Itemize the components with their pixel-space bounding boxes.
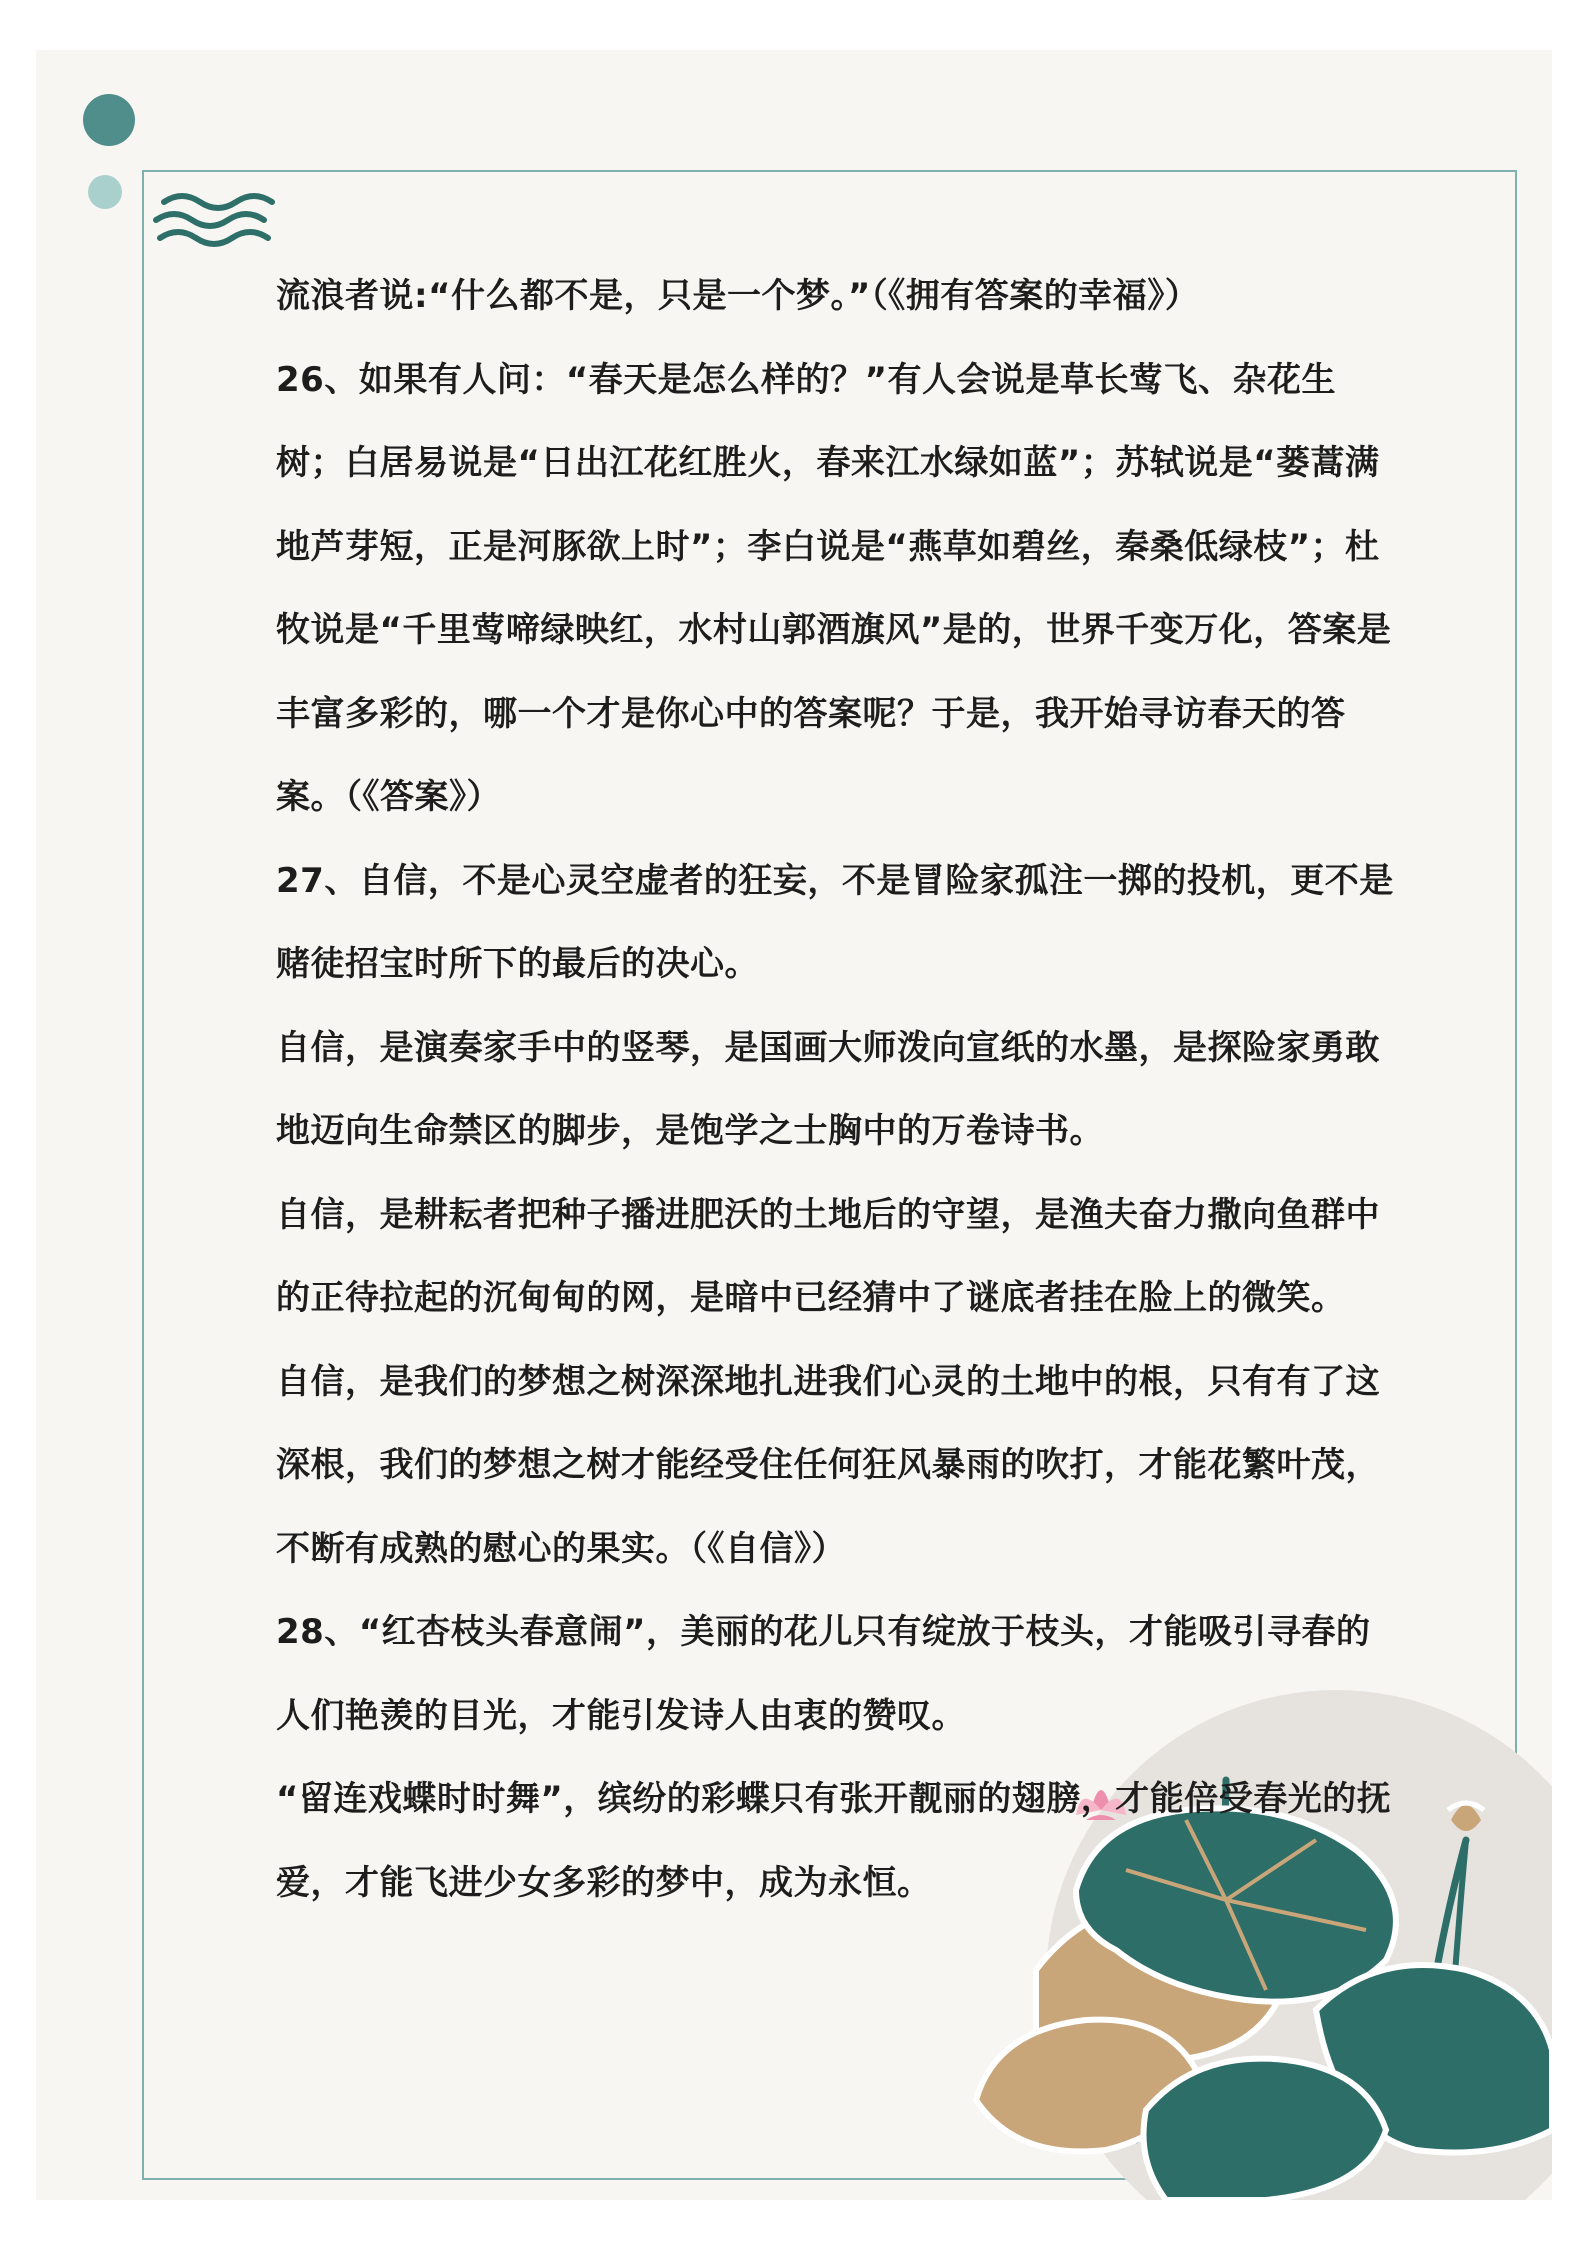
paragraph-27-c: 自信，是耕耘者把种子播进肥沃的土地后的守望，是渔夫奋力撒向鱼群中的正待拉起的沉甸甸的网，是暗中已经猜中了谜底者挂在脸上的微笑。 <box>276 1194 1380 1318</box>
lotus-leaf-green-bottom <box>1144 2059 1387 2200</box>
paragraph-28-b: “留连戏蝶时时舞”，缤纷的彩蝶只有张开靓丽的翅膀，才能倍受春光的抚爱，才能飞进少女多彩的梦中，成为永恒。 <box>276 1779 1392 1903</box>
paragraph-27-d: 自信，是我们的梦想之树深深地扎进我们心灵的土地中的根，只有有了这深根，我们的梦想之树才能经受住任何狂风暴雨的吹打，才能花繁叶茂，不断有成熟的慰心的果实。（《自信》） <box>276 1361 1380 1569</box>
paragraph-26: 26、如果有人问：“春天是怎么样的？”有人会说是草长莺飞、杂花生树；白居易说是“日出江花红胜火，春来江水绿如蓝”；苏轼说是“蒌蒿满地芦芽短，正是河豚欲上时”；李白说是“燕草如碧丝，秦桑低绿枝”；杜牧说是“千里莺啼绿映红，水村山郭酒旗风”是的，世界千变万化，答案是丰富多彩的，哪一个才是你心中的答案呢？于是，我开始寻访春天的答案。（《答案》） <box>276 359 1392 817</box>
paragraph-27-b: 自信，是演奏家手中的竖琴，是国画大师泼向宣纸的水墨，是探险家勇敢地迈向生命禁区的脚步，是饱学之士胸中的万卷诗书。 <box>276 1027 1380 1151</box>
page-paper <box>36 50 1552 2200</box>
paragraph-25-end: 流浪者说:“什么都不是，只是一个梦。”（《拥有答案的幸福》） <box>276 276 1200 316</box>
document-body <box>276 255 1401 1925</box>
paragraph-28: 28、“红杏枝头春意闹”，美丽的花儿只有绽放于枝头，才能吸引寻春的人们艳羡的目光，才能引发诗人由衷的赞叹。 <box>276 1612 1371 1736</box>
paragraph-27: 27、自信，不是心灵空虚者的狂妄，不是冒险家孤注一掷的投机，更不是赌徒招宝时所下的最后的决心。 <box>276 860 1394 984</box>
